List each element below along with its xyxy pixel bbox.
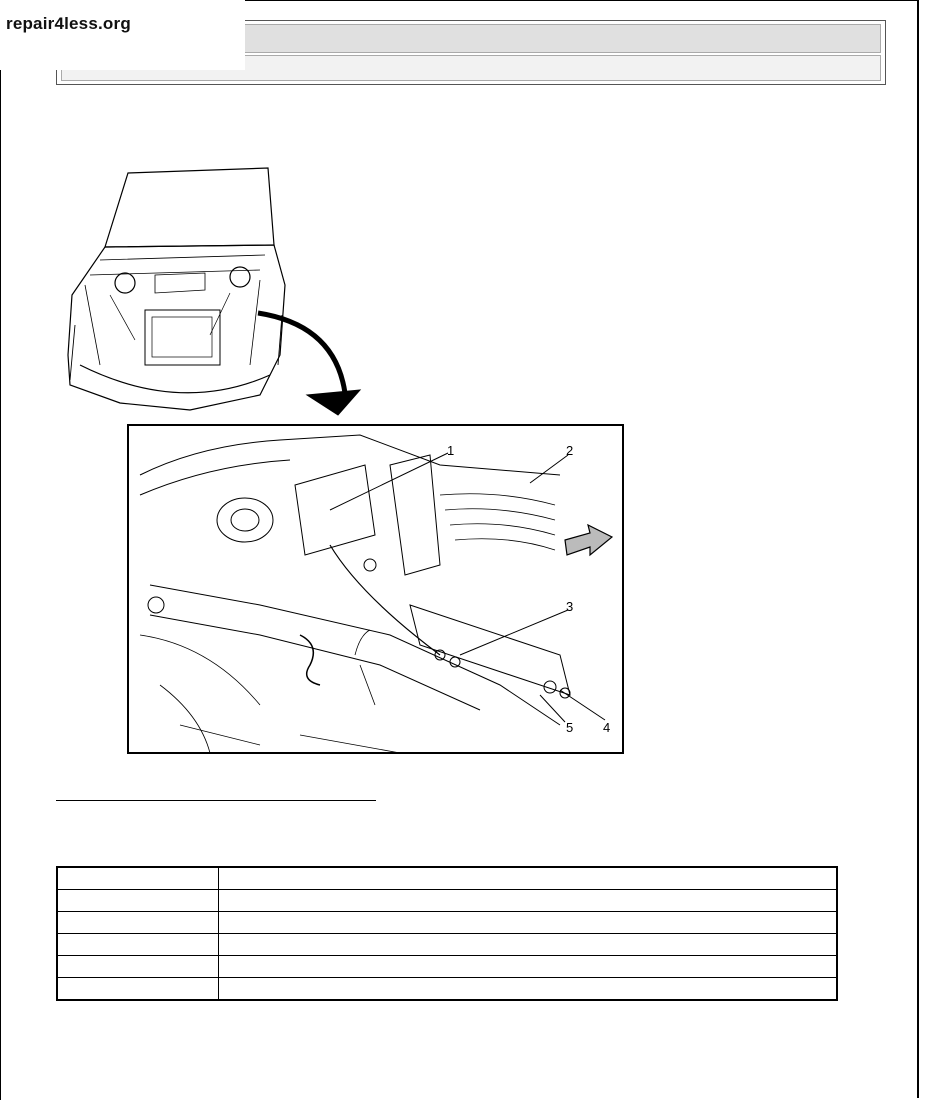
table-cell bbox=[219, 867, 838, 890]
table-cell bbox=[219, 978, 838, 1001]
table-cell bbox=[219, 912, 838, 934]
callout-2: 2 bbox=[566, 443, 574, 458]
site-logo[interactable] bbox=[0, 0, 245, 70]
table-cell bbox=[219, 934, 838, 956]
table-row bbox=[57, 934, 837, 956]
table-cell bbox=[57, 956, 219, 978]
table-cell bbox=[219, 956, 838, 978]
callout-legend-table bbox=[56, 866, 838, 1001]
table-cell bbox=[219, 890, 838, 912]
table-row bbox=[57, 890, 837, 912]
table-row bbox=[57, 867, 837, 890]
table-cell bbox=[57, 978, 219, 1001]
table-row bbox=[57, 956, 837, 978]
table-row bbox=[57, 912, 837, 934]
vehicle-overview-drawing bbox=[68, 168, 285, 410]
detail-view-drawing bbox=[128, 425, 623, 753]
site-logo-text: repair4less.org bbox=[6, 14, 131, 33]
component-location-figure bbox=[60, 165, 635, 760]
callout-4: 4 bbox=[603, 720, 611, 735]
pointer-arrow bbox=[258, 313, 360, 415]
table-cell bbox=[57, 912, 219, 934]
table-cell bbox=[57, 934, 219, 956]
page-left-rule bbox=[0, 70, 1, 1100]
callout-5: 5 bbox=[566, 720, 574, 735]
table-row bbox=[57, 978, 837, 1001]
table-cell bbox=[57, 867, 219, 890]
table-cell bbox=[57, 890, 219, 912]
callout-3: 3 bbox=[566, 599, 574, 614]
callout-1: 1 bbox=[447, 443, 455, 458]
section-heading-rule bbox=[56, 800, 376, 801]
